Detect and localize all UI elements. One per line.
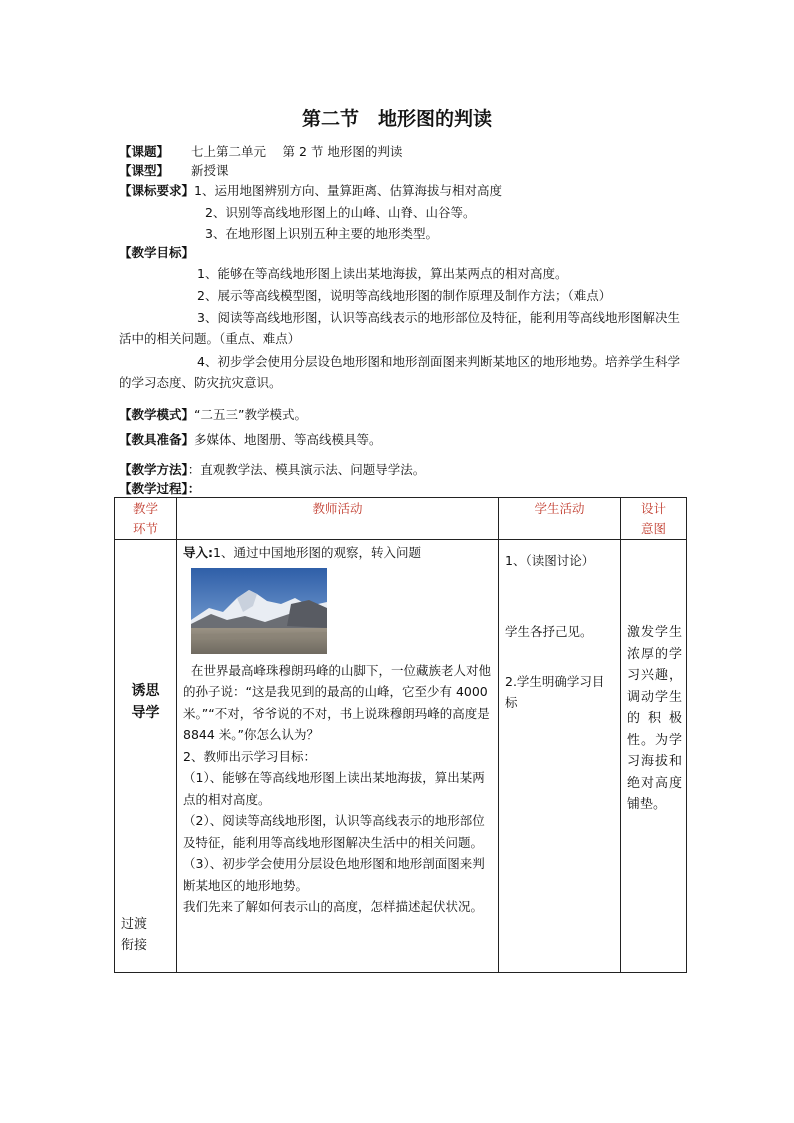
- process-colon: ：: [187, 481, 201, 496]
- teacher-goal-1: （1）、能够在等高线地形图上读出某地海拔，算出某两点的相对高度。: [183, 770, 485, 807]
- goal-item: 4、初步学会使用分层设色地形图和地形剖面图来判断某地区的地形地势。培养学生科学的学习态度、防灾抗灾意识。: [119, 354, 680, 390]
- design-cell: [621, 540, 687, 973]
- everest-photo: [191, 568, 327, 654]
- topic-value: 七上第二单元 第 2 节 地形图的判读: [191, 144, 403, 159]
- goal-item: 3、阅读等高线地形图，认识等高线表示的地形部位及特征，能利用等高线地形图解决生活中的相关问题。（重点、难点）: [119, 310, 680, 346]
- transition-text: 我们先来了解如何表示山的高度，怎样描述起伏状况。: [183, 899, 484, 914]
- teacher-cell: [177, 540, 499, 973]
- stage-main: 诱思 导学: [131, 683, 160, 721]
- standard-item: 1、运用地图辨别方向、量算距离、估算海拔与相对高度: [194, 183, 502, 198]
- standard-label: 【课标要求】: [119, 183, 195, 198]
- student-activity-1: 1、（读图讨论）: [505, 553, 595, 568]
- header-teacher: 教师活动: [177, 498, 499, 540]
- mode-value: “二五三”教学模式。: [194, 407, 307, 422]
- mode-line: [119, 405, 307, 424]
- teacher-goal-2: （2）、阅读等高线地形图，认识等高线表示的地形部位及特征，能利用等高线地形图解决生活中的相关问题。: [183, 813, 485, 850]
- stage-sub: 过渡 衔接: [121, 917, 148, 953]
- intro-line: [183, 542, 493, 564]
- mode-label: 【教学模式】: [119, 407, 195, 422]
- student-activity-2: 学生各抒己见。: [505, 624, 593, 639]
- tools-line: [119, 430, 382, 449]
- goal-intro: 2、教师出示学习目标：: [183, 748, 316, 764]
- standard-item: 3、在地形图上识别五种主要的地形类型。: [205, 226, 438, 241]
- topic-label: 【课题】: [119, 144, 170, 159]
- intro-text: 1、通过中国地形图的观察，转入问题: [213, 545, 421, 560]
- teaching-process-table: [114, 497, 687, 973]
- goal-item: 1、能够在等高线地形图上读出某地海拔，算出某两点的相对高度。: [197, 266, 568, 281]
- process-label: 【教学过程】: [119, 481, 188, 496]
- header-student: 学生活动: [499, 498, 621, 540]
- table-header-row: [115, 498, 687, 540]
- type-line: [119, 161, 229, 180]
- header-design: 设计 意图: [621, 498, 687, 540]
- method-value: ：直观教学法、模具演示法、问题导学法。: [187, 462, 426, 477]
- header-stage: 教学 环节: [115, 498, 177, 540]
- story-text: 在世界最高峰珠穆朗玛峰的山脚下，一位藏族老人对他的孙子说：“这是我见到的最高的山峰，它至少有 4000 米。”“不对，爷爷说的不对，书上说珠穆朗玛峰的高度是 8844 米。”你怎么认为？: [183, 662, 492, 742]
- type-value: 新授课: [191, 163, 229, 178]
- standard-item: 2、识别等高线地形图上的山峰、山脊、山谷等。: [205, 205, 476, 220]
- tools-value: 多媒体、地图册、等高线模具等。: [194, 432, 382, 447]
- student-activity-3: 2.学生明确学习目标: [505, 674, 605, 710]
- intro-label: 导入:: [183, 545, 213, 560]
- goal-item: 2、展示等高线模型图，说明等高线地形图的制作原理及制作方法；（难点）: [197, 288, 612, 303]
- goals-label: 【教学目标】: [119, 245, 195, 260]
- design-intent: 激发学生浓厚的学习兴趣，调动学生的积极性。为学习海拔和绝对高度铺垫。: [627, 625, 682, 812]
- method-label: 【教学方法】: [119, 462, 188, 477]
- table-row: [115, 540, 687, 973]
- teacher-goal-3: （3）、初步学会使用分层设色地形图和地形剖面图来判断某地区的地形地势。: [183, 856, 485, 893]
- page-title: 第二节 地形图的判读: [301, 108, 492, 130]
- topic-line: [119, 142, 402, 161]
- type-label: 【课型】: [119, 163, 170, 178]
- student-cell: [499, 540, 621, 973]
- stage-cell: [115, 540, 177, 973]
- method-line: [119, 460, 425, 479]
- tools-label: 【教具准备】: [119, 432, 195, 447]
- standard-line-1: [119, 181, 502, 200]
- process-line: [119, 479, 200, 498]
